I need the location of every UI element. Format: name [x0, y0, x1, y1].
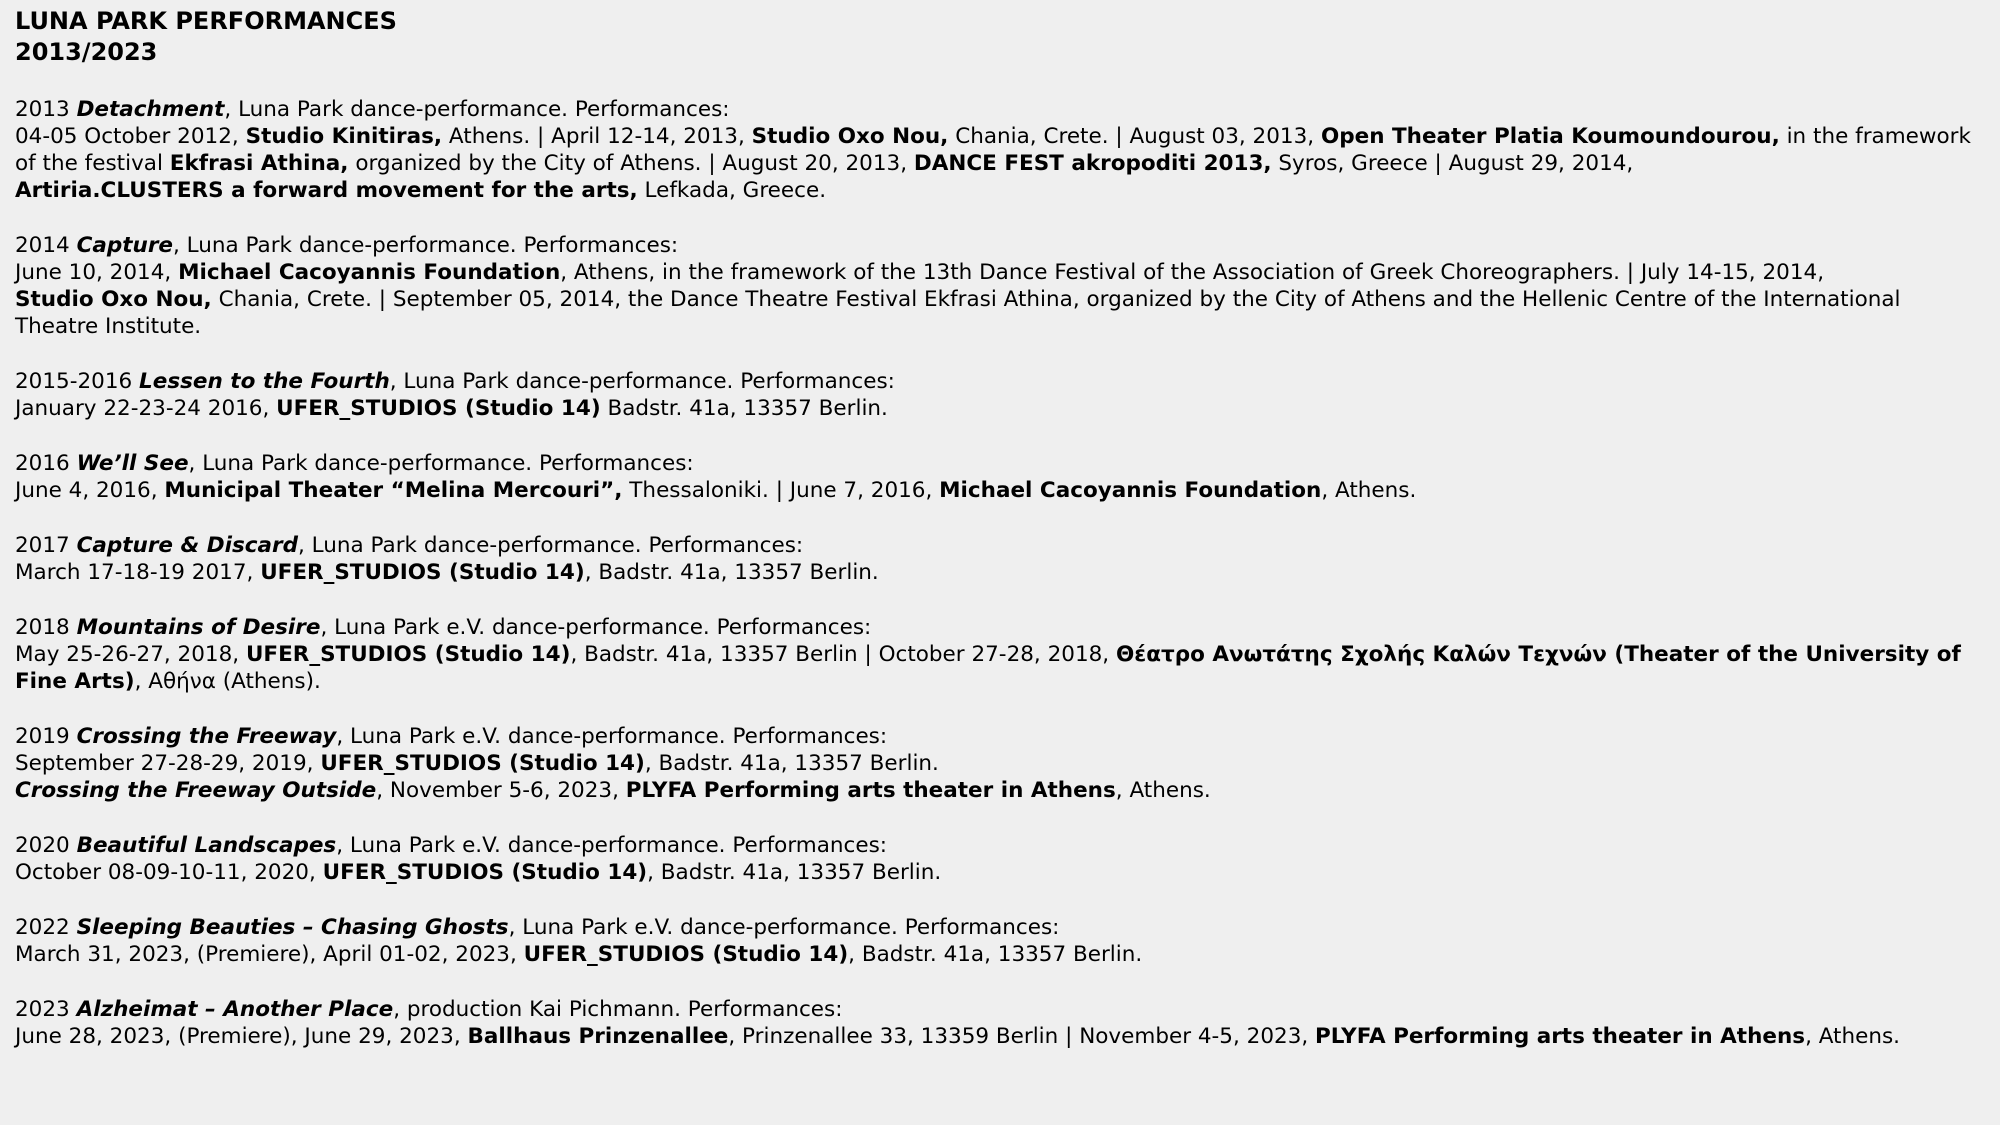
- entry-performances: [15, 395, 1990, 422]
- venue-name: UFER_STUDIOS (Studio 14): [245, 642, 571, 667]
- entry-heading: [15, 532, 1990, 559]
- entry-2015-lessen-to-the-fourth: [15, 368, 1990, 422]
- entry-year: 2020: [15, 833, 70, 858]
- entry-year: 2017: [15, 533, 70, 558]
- entry-2018-mountains-of-desire: [15, 614, 1990, 695]
- performance-text: in the framework of the festival: [15, 124, 1971, 176]
- performance-text: , Badstr. 41a, 13357 Berlin.: [584, 560, 879, 585]
- performance-text: Syros, Greece | August 29, 2014,: [1271, 151, 1634, 176]
- entry-intro: , Luna Park dance-performance. Performances:: [298, 533, 804, 558]
- entry-intro: , Luna Park e.V. dance-performance. Performances:: [336, 833, 888, 858]
- entry-year: 2016: [15, 451, 70, 476]
- entry-intro: , Luna Park dance-performance. Performances:: [173, 233, 679, 258]
- venue-name: Ballhaus Prinzenallee: [467, 1024, 729, 1049]
- performance-text: March 31, 2023, (Premiere), April 01-02, 2023,: [15, 942, 524, 967]
- venue-name: Municipal Theater “Melina Mercouri”,: [164, 478, 623, 503]
- performance-text: Chania, Crete. | September 05, 2014, the Dance Theatre Festival Ekfrasi Athina, organized by the City of Athens and the Hellenic Centre of the International Theatre Institute.: [15, 287, 1901, 339]
- entry-performances: [15, 1023, 1990, 1050]
- entry-heading: [15, 723, 1990, 750]
- entry-2023-alzheimat: [15, 996, 1990, 1050]
- entry-year: 2014: [15, 233, 70, 258]
- performance-text: , Athens.: [1805, 1024, 1901, 1049]
- performance-text: Lefkada, Greece.: [637, 178, 827, 203]
- work-title: Capture: [76, 233, 174, 258]
- entry-heading: [15, 832, 1990, 859]
- venue-name: Studio Oxo Nou,: [15, 287, 212, 312]
- festival-name: Ekfrasi Athina,: [169, 151, 349, 176]
- performance-text: Chania, Crete. | August 03, 2013,: [948, 124, 1321, 149]
- performance-text: , Athens.: [1115, 778, 1211, 803]
- work-title: Lessen to the Fourth: [139, 369, 390, 394]
- entry-heading: [15, 996, 1990, 1023]
- entry-intro: , Luna Park e.V. dance-performance. Performances:: [336, 724, 888, 749]
- entry-year: 2019: [15, 724, 70, 749]
- venue-name: Studio Kinitiras,: [245, 124, 443, 149]
- festival-name: DANCE FEST akropoditi 2013,: [913, 151, 1272, 176]
- venue-name: PLYFA Performing arts theater in Athens: [1315, 1024, 1806, 1049]
- work-title: Capture & Discard: [76, 533, 298, 558]
- performance-entries: [15, 96, 1990, 1050]
- performance-text: June 10, 2014,: [15, 260, 179, 285]
- entry-intro: , Luna Park e.V. dance-performance. Performances:: [320, 615, 872, 640]
- page-title: [15, 6, 1990, 68]
- work-title: Detachment: [76, 97, 225, 122]
- performance-text: , Athens, in the framework of the 13th Dance Festival of the Association of Greek Choreographers. | July 14-15, 2014,: [560, 260, 1825, 285]
- title-period: 2013/2023: [15, 38, 158, 66]
- performance-text: , Badstr. 41a, 13357 Berlin.: [644, 751, 939, 776]
- entry-heading: [15, 232, 1990, 259]
- venue-name: Michael Cacoyannis Foundation: [939, 478, 1322, 503]
- venue-name: UFER_STUDIOS (Studio 14): [322, 860, 648, 885]
- performance-text: June 4, 2016,: [15, 478, 165, 503]
- venue-name: Artiria.CLUSTERS a forward movement for the arts,: [15, 178, 638, 203]
- entry-performances: [15, 477, 1990, 504]
- performance-text: Thessaloniki. | June 7, 2016,: [622, 478, 940, 503]
- entry-performances: [15, 859, 1990, 886]
- performance-text: Athens. | April 12-14, 2013,: [442, 124, 752, 149]
- title-text: LUNA PARK PERFORMANCES: [15, 7, 397, 35]
- entry-performances: [15, 123, 1990, 204]
- entry-heading: [15, 96, 1990, 123]
- performance-text: January 22-23-24 2016,: [15, 396, 277, 421]
- entry-year: 2023: [15, 997, 70, 1022]
- entry-performances: [15, 259, 1990, 340]
- venue-name: Studio Oxo Nou,: [751, 124, 949, 149]
- entry-performances-outside: [15, 777, 1990, 804]
- entry-heading: [15, 368, 1990, 395]
- entry-heading: [15, 450, 1990, 477]
- entry-intro: , Luna Park dance-performance. Performances:: [224, 97, 730, 122]
- work-title: Alzheimat – Another Place: [76, 997, 394, 1022]
- performance-text: , Athens.: [1321, 478, 1417, 503]
- entry-2013-detachment: [15, 96, 1990, 204]
- entry-performances: [15, 641, 1990, 695]
- entry-2016-well-see: [15, 450, 1990, 504]
- venue-name: UFER_STUDIOS (Studio 14): [523, 942, 849, 967]
- entry-performances: [15, 559, 1990, 586]
- performance-text: 04-05 October 2012,: [15, 124, 246, 149]
- entry-year: 2015-2016: [15, 369, 133, 394]
- entry-year: 2013: [15, 97, 70, 122]
- venue-name: PLYFA Performing arts theater in Athens: [625, 778, 1116, 803]
- entry-year: 2018: [15, 615, 70, 640]
- entry-heading: [15, 914, 1990, 941]
- venue-name: UFER_STUDIOS (Studio 14): [260, 560, 585, 585]
- performance-text: Badstr. 41a, 13357 Berlin.: [600, 396, 888, 421]
- entry-intro: , Luna Park dance-performance. Performances:: [389, 369, 895, 394]
- entry-intro: , production Kai Pichmann. Performances:: [393, 997, 843, 1022]
- performance-text: September 27-28-29, 2019,: [15, 751, 321, 776]
- performance-text: October 08-09-10-11, 2020,: [15, 860, 323, 885]
- venue-name: Open Theater Platia Koumoundourou,: [1320, 124, 1780, 149]
- performance-text: June 28, 2023, (Premiere), June 29, 2023,: [15, 1024, 468, 1049]
- work-title: Mountains of Desire: [76, 615, 321, 640]
- performance-text: March 17-18-19 2017,: [15, 560, 261, 585]
- entry-performances: [15, 750, 1990, 777]
- venue-name: Θέατρο Ανωτάτης Σχολής Καλών Τεχνών (Theater of the University of Fine Arts): [15, 642, 1961, 694]
- performance-text: , Badstr. 41a, 13357 Berlin | October 27-28, 2018,: [570, 642, 1116, 667]
- entry-2019-crossing-the-freeway: [15, 723, 1990, 804]
- entry-heading: [15, 614, 1990, 641]
- entry-2022-sleeping-beauties: [15, 914, 1990, 968]
- performance-text: , Αθήνα (Athens).: [134, 669, 321, 694]
- entry-intro: , Luna Park dance-performance. Performances:: [188, 451, 694, 476]
- venue-name: UFER_STUDIOS (Studio 14): [320, 751, 645, 776]
- entry-intro: , Luna Park e.V. dance-performance. Performances:: [508, 915, 1060, 940]
- entry-2020-beautiful-landscapes: [15, 832, 1990, 886]
- venue-name: Michael Cacoyannis Foundation: [178, 260, 561, 285]
- performance-text: , Badstr. 41a, 13357 Berlin.: [848, 942, 1143, 967]
- work-title: Beautiful Landscapes: [76, 833, 337, 858]
- entry-2017-capture-discard: [15, 532, 1990, 586]
- work-title: We’ll See: [76, 451, 189, 476]
- entry-2014-capture: [15, 232, 1990, 340]
- work-title: Sleeping Beauties – Chasing Ghosts: [76, 915, 509, 940]
- performance-text: , November 5-6, 2023,: [376, 778, 626, 803]
- performance-text: , Badstr. 41a, 13357 Berlin.: [647, 860, 942, 885]
- entry-year: 2022: [15, 915, 70, 940]
- performance-text: organized by the City of Athens. | August 20, 2013,: [348, 151, 914, 176]
- venue-name: UFER_STUDIOS (Studio 14): [276, 396, 601, 421]
- performance-text: May 25-26-27, 2018,: [15, 642, 246, 667]
- performance-text: , Prinzenallee 33, 13359 Berlin | November 4-5, 2023,: [728, 1024, 1316, 1049]
- entry-performances: [15, 941, 1990, 968]
- work-title: Crossing the Freeway Outside: [15, 778, 377, 803]
- work-title: Crossing the Freeway: [76, 724, 337, 749]
- performance-list-page: [15, 6, 1990, 1078]
